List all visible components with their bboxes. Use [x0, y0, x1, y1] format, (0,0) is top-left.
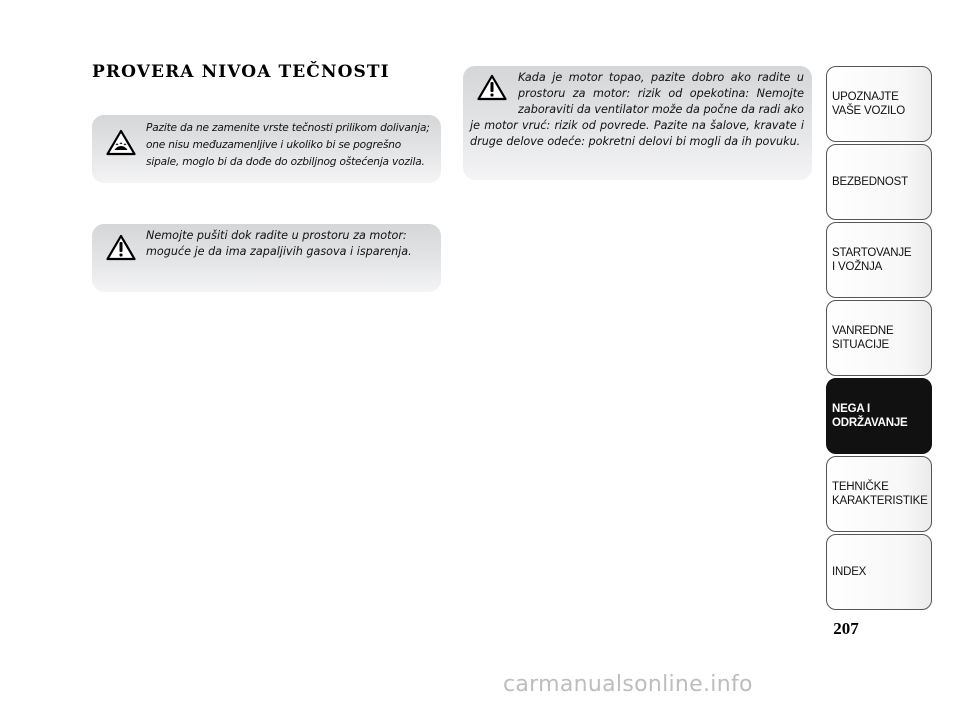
tab-label: NEGA I ODRŽAVANJE	[832, 403, 908, 429]
page-number: 207	[833, 619, 859, 638]
page-title: PROVERA NIVOA TEČNOSTI	[92, 62, 390, 82]
fluid-warning-icon	[106, 129, 136, 156]
tab-startovanje[interactable]	[826, 222, 932, 298]
watermark: carmanualsonline.info	[503, 672, 753, 697]
tab-index[interactable]	[826, 534, 932, 610]
tab-vanredne[interactable]	[826, 300, 932, 376]
tab-label: VANREDNE SITUACIJE	[832, 325, 894, 351]
tab-label: STARTOVANJE I VOŽNJA	[832, 247, 912, 273]
tab-label: TEHNIČKE KARAKTERISTIKE	[832, 481, 928, 507]
warning-box-hot-engine	[463, 66, 812, 180]
tab-label: BEZBEDNOST	[832, 176, 908, 188]
tab-label: UPOZNAJTE VAŠE VOZILO	[832, 91, 905, 117]
warning-triangle-icon	[106, 234, 136, 261]
warning-text: Pazite da ne zamenite vrste tečnosti prilikom dolivanja; one nisu međuzamenljive i ukoliko bi se pogrešno sipale, moglo bi da dođe do ozbiljnog oštećenja vozila.	[146, 122, 430, 168]
tab-label: INDEX	[832, 566, 867, 578]
warning-text: Nemojte pušiti dok radite u prostoru za motor: moguće je da ima zapaljivih gasova i isparenja.	[146, 229, 412, 258]
tab-bezbednost[interactable]	[826, 144, 932, 220]
warning-box-no-smoking	[92, 224, 441, 292]
warning-box-fluid-mixing	[92, 115, 441, 183]
warning-text: Kada je motor topao, pazite dobro ako radite u prostoru za motor: rizik od opekotina: Nemojte zaboraviti da ventilator može da počne da radi ako je motor vruć: rizik od povrede. Pazite na šalove, kravate i druge delove odeće: pokretni delovi bi mogli da ih povuku.	[470, 71, 804, 148]
tab-upoznajte[interactable]	[826, 66, 932, 142]
tab-nega-odrzavanje[interactable]	[826, 378, 932, 454]
tab-tehnicke[interactable]	[826, 456, 932, 532]
